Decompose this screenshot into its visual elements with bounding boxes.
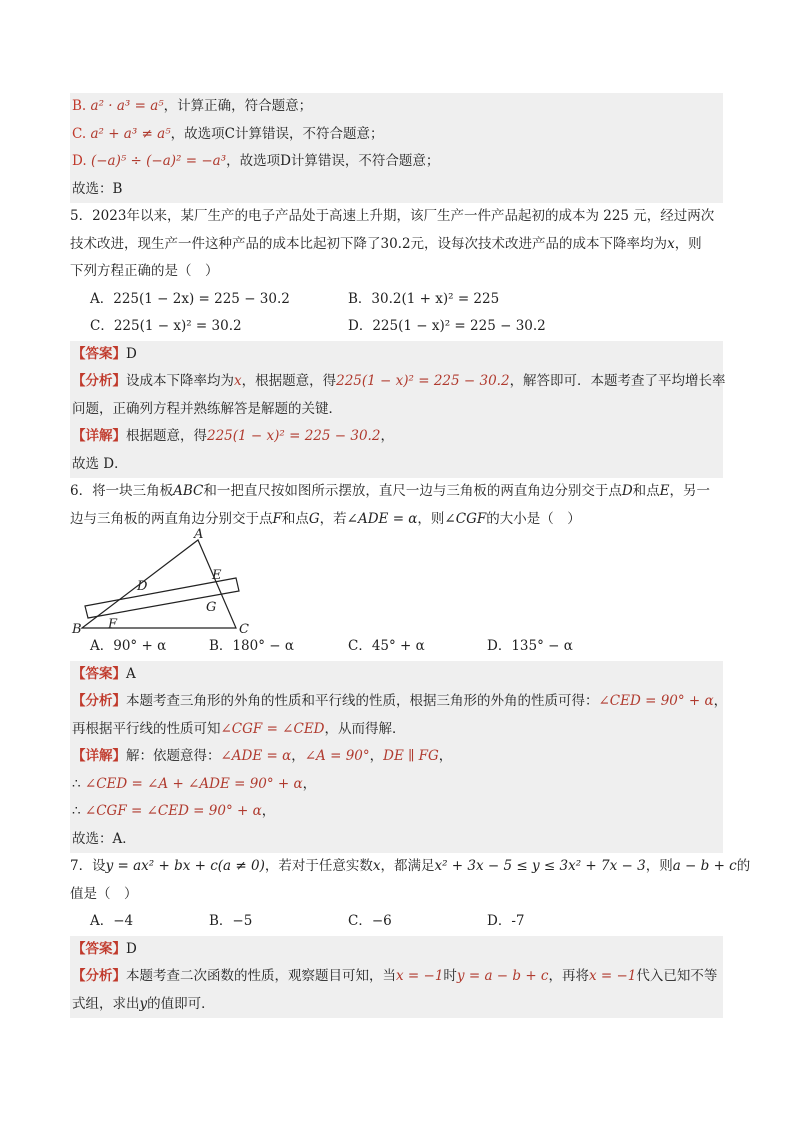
q7-option-c: C．−6 bbox=[348, 913, 392, 929]
q4-option-b-analysis: B. a² · a³ = a⁵，计算正确，符合题意； bbox=[70, 93, 723, 121]
q7-stem-line-2: 值是（ ） bbox=[70, 885, 138, 902]
q6-stem-line-1: 6．将一块三角板ABC和一把直尺按如图所示摆放，直尺一边与三角板的两直角边分别交于点D和点E，另一 bbox=[70, 483, 711, 499]
q4-choice: 故选：B bbox=[70, 176, 723, 204]
q6-detail-line-3: ∴ ∠CGF = ∠CED = 90° + α， bbox=[70, 798, 723, 826]
q6-figure bbox=[70, 527, 723, 637]
q5-options-row-1 bbox=[70, 286, 723, 314]
q6-analysis-line-2: 再根据平行线的性质可知∠CGF = ∠CED，从而得解． bbox=[70, 716, 723, 744]
q6-options bbox=[70, 633, 723, 661]
q4-option-d-analysis: D. (−a)⁵ ÷ (−a)² = −a³，故选项D计算错误，不符合题意； bbox=[70, 148, 723, 176]
q5-option-b: B．30.2(1 + x)² = 225 bbox=[348, 290, 500, 307]
label-c: C bbox=[239, 622, 249, 637]
q6-option-b: B．180° − α bbox=[209, 638, 294, 654]
q5-option-d: D．225(1 − x)² = 225 − 30.2 bbox=[348, 318, 546, 334]
q7-analysis-line-2: 式组，求出y的值即可． bbox=[70, 991, 723, 1019]
label-e: E bbox=[212, 568, 222, 583]
q6-option-a: A．90° + α bbox=[90, 638, 167, 654]
q7-options bbox=[70, 908, 723, 936]
q5-detail: 【详解】根据题意，得225(1 − x)² = 225 − 30.2， bbox=[70, 423, 723, 451]
label-f: F bbox=[108, 617, 118, 632]
q7-analysis-line-1: 【分析】本题考查二次函数的性质，观察题目可知，当x = −1时y = a − b + c，再将x = −1代入已知不等 bbox=[70, 963, 723, 991]
q6-option-d: D．135° − α bbox=[487, 638, 573, 654]
document-page bbox=[70, 93, 751, 1018]
label-a: A bbox=[194, 527, 204, 542]
q6-detail-line-1: 【详解】解：依题意得：∠ADE = α，∠A = 90°，DE ∥ FG， bbox=[70, 743, 723, 771]
q7-option-a: A．−4 bbox=[90, 913, 134, 929]
q6-detail-line-2: ∴ ∠CED = ∠A + ∠ADE = 90° + α， bbox=[70, 771, 723, 799]
q5-option-c: C．225(1 − x)² = 30.2 bbox=[90, 318, 242, 334]
q5-stem-line-1: 5．2023年以来，某厂生产的电子产品处于高速上升期，该厂生产一件产品起初的成本为 225 元，经过两次 bbox=[70, 208, 715, 224]
q6-choice: 故选：A． bbox=[70, 826, 723, 854]
q7-stem-line-1: 7．设y = ax² + bx + c(a ≠ 0)，若对于任意实数x，都满足x² + 3x − 5 ≤ y ≤ 3x² + 7x − 3，则a − b + c的 bbox=[70, 858, 751, 874]
q7-option-d: D．-7 bbox=[487, 913, 525, 929]
label-b: B bbox=[72, 622, 82, 637]
q5-options-row-2 bbox=[70, 313, 723, 341]
q5-stem-line-2: 技术改进，现生产一件这种产品的成本比起初下降了30.2元，设每次技术改进产品的成本下降率均为x，则 bbox=[70, 235, 702, 252]
q7-answer: 【答案】D bbox=[70, 936, 723, 964]
q7-option-b: B．−5 bbox=[209, 913, 253, 929]
q4-option-c-analysis: C. a² + a³ ≠ a⁵，故选项C计算错误，不符合题意； bbox=[70, 121, 723, 149]
label-d: D bbox=[137, 579, 148, 594]
q6-analysis-line-1: 【分析】本题考查三角形的外角的性质和平行线的性质，根据三角形的外角的性质可得：∠CED = 90° + α， bbox=[70, 688, 723, 716]
q5-choice: 故选 D． bbox=[70, 451, 723, 479]
q5-analysis-line-1: 【分析】设成本下降率均为x，根据题意，得225(1 − x)² = 225 − 30.2，解答即可．本题考查了平均增长率 bbox=[70, 368, 723, 396]
q5-answer: 【答案】D bbox=[70, 341, 723, 369]
q6-answer: 【答案】A bbox=[70, 661, 723, 689]
q5-stem-line-3: 下列方程正确的是（ ） bbox=[70, 263, 219, 279]
q6-option-c: C．45° + α bbox=[348, 638, 425, 654]
triangle-ruler-diagram bbox=[70, 527, 270, 637]
q5-option-a: A．225(1 − 2x) = 225 − 30.2 bbox=[90, 290, 290, 307]
q5-analysis-line-2: 问题，正确列方程并熟练解答是解题的关键． bbox=[70, 396, 723, 424]
q6-stem-line-2: 边与三角板的两直角边分别交于点F和点G，若∠ADE = α，则∠CGF的大小是（ ） bbox=[70, 510, 581, 527]
label-g: G bbox=[206, 600, 217, 615]
